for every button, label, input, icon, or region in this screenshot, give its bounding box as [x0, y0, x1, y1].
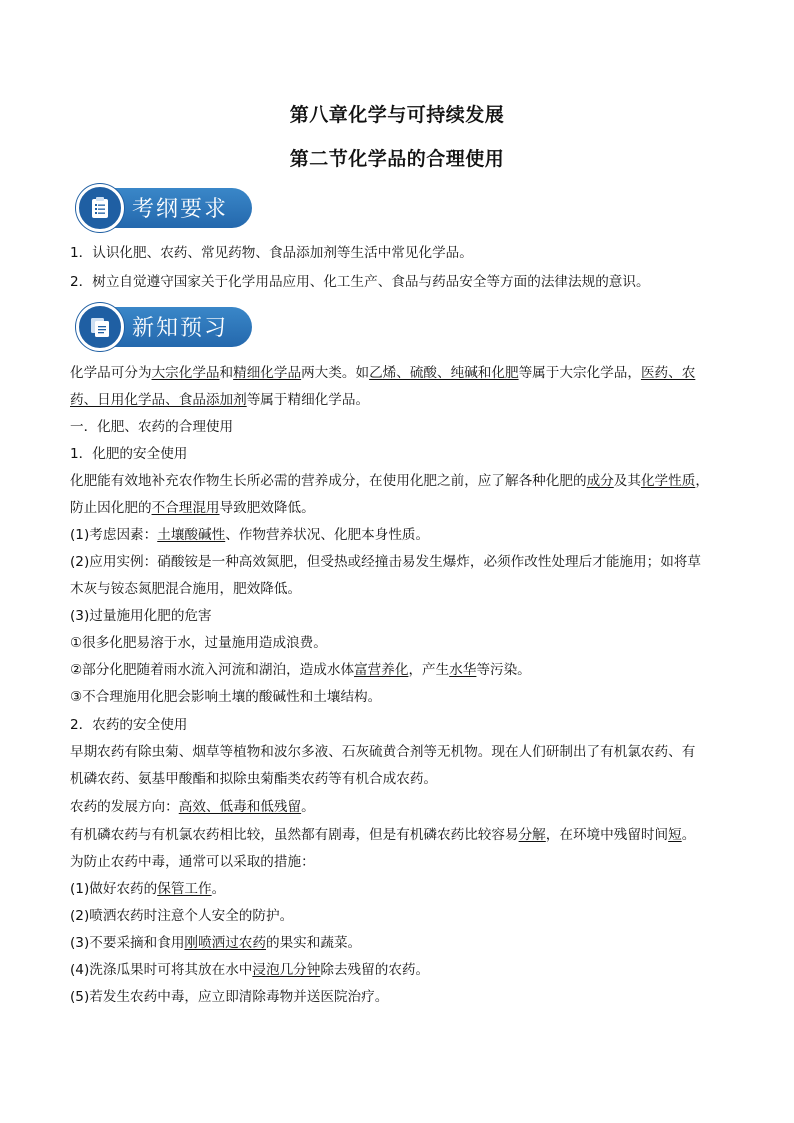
text: (3)不要采摘和食用: [70, 935, 185, 951]
text: 及其: [613, 473, 641, 489]
text: 等属于精细化学品。: [246, 392, 370, 408]
key-term: 医药、农: [640, 365, 696, 381]
measure-3: [70, 934, 730, 952]
documents-stack-icon: [76, 303, 124, 351]
banner-exam-requirements: [76, 184, 252, 232]
clipboard-list-icon: [76, 184, 124, 232]
intro-line-1: [70, 364, 730, 382]
text: 化学品可分为: [70, 365, 152, 381]
key-term: 不合理混用: [151, 500, 220, 516]
text: 和: [219, 365, 234, 381]
text: 。: [681, 827, 696, 843]
text: ，在环境中残留时间: [545, 827, 669, 843]
requirement-2: 2．树立自觉遵守国家关于化学用品应用、化工生产、食品与药品安全等方面的法律法规的意识。: [70, 274, 650, 290]
measure-1: [70, 880, 730, 898]
text: (1)做好农药的: [70, 881, 158, 897]
harm-3: ③不合理施用化肥会影响土壤的酸碱性和土壤结构。: [70, 689, 382, 705]
pesticide-para-line-1: 早期农药有除虫菊、烟草等植物和波尔多液、石灰硫黄合剂等无机物。现在人们研制出了有机氯农药、有: [70, 744, 696, 760]
text: ，产生: [408, 662, 450, 678]
text: 防止因化肥的: [70, 500, 152, 516]
key-term: 化学性质: [640, 473, 696, 489]
key-term: 浸泡几分钟: [252, 962, 321, 978]
key-term: 精细化学品: [233, 365, 302, 381]
text: 。: [301, 799, 315, 815]
prevention-intro: 为防止农药中毒，通常可以采取的措施：: [70, 854, 315, 870]
banner-label: 新知预习: [132, 316, 229, 341]
factor-3: (3)过量施用化肥的危害: [70, 608, 212, 624]
harm-2: [70, 661, 730, 679]
chapter-title: 第八章化学与可持续发展: [289, 104, 505, 126]
text: 等污染。: [476, 662, 531, 678]
text: 两大类。如: [301, 365, 370, 381]
banner-label: 考纲要求: [132, 197, 229, 222]
key-term: 大宗化学品: [151, 365, 220, 381]
factor-1: [70, 526, 730, 544]
fertilizer-para-line-1: [70, 472, 730, 490]
subheading-fertilizer: 1．化肥的安全使用: [70, 446, 188, 462]
key-term: 乙烯、硫酸、纯碱和化肥: [369, 365, 519, 381]
text: (1)考虑因素：: [70, 527, 158, 543]
text: ②部分化肥随着雨水流入河流和湖泊，造成水体: [70, 662, 355, 678]
measure-4: [70, 961, 730, 979]
section-heading-1: 一．化肥、农药的合理使用: [70, 419, 234, 435]
key-term: 保管工作: [157, 881, 212, 897]
requirement-1: 1．认识化肥、农药、常见药物、食品添加剂等生活中常见化学品。: [70, 245, 473, 261]
key-term: 分解: [518, 827, 546, 843]
key-term: 短: [668, 827, 682, 843]
text: 。: [211, 881, 226, 897]
key-term: 富营养化: [354, 662, 409, 678]
factor-2-line-2: 木灰与铵态氮肥混合施用，肥效降低。: [70, 581, 302, 597]
key-term: 水华: [449, 662, 477, 678]
intro-line-2: [70, 391, 730, 409]
comparison: [70, 826, 730, 844]
key-term: 药、日用化学品、食品添加剂: [70, 392, 247, 408]
fertilizer-para-line-2: [70, 499, 730, 517]
measure-5: (5)若发生农药中毒，应立即清除毒物并送医院治疗。: [70, 989, 389, 1005]
section-title: 第二节化学品的合理使用: [289, 148, 505, 170]
text: 等属于大宗化学品，: [518, 365, 641, 381]
text: 、作物营养状况、化肥本身性质。: [225, 527, 430, 543]
text: 除去残留的农药。: [320, 962, 430, 978]
subheading-pesticide: 2．农药的安全使用: [70, 717, 188, 733]
key-term: 刚喷洒过农药: [184, 935, 266, 951]
pesticide-para-line-2: 机磷农药、氨基甲酸酯和拟除虫菊酯类农药等有机合成农药。: [70, 771, 438, 787]
text: 农药的发展方向：: [70, 799, 179, 815]
text: 的果实和蔬菜。: [265, 935, 362, 951]
text: 化肥能有效地补充农作物生长所必需的营养成分，在使用化肥之前，应了解各种化肥的: [70, 473, 587, 489]
factor-2-line-1: (2)应用实例：硝酸铵是一种高效氮肥，但受热或经撞击易发生爆炸，必须作改性处理后才能施用；如将草: [70, 554, 701, 570]
text: ，: [695, 473, 709, 489]
banner-preview: [76, 303, 252, 351]
key-term: 土壤酸碱性: [157, 527, 226, 543]
text: 有机磷农药与有机氯农药相比较，虽然都有剧毒，但是有机磷农药比较容易: [70, 827, 519, 843]
key-term: 成分: [586, 473, 614, 489]
measure-2: (2)喷洒农药时注意个人安全的防护。: [70, 908, 294, 924]
development-direction: [70, 798, 730, 816]
text: (4)洗涤瓜果时可将其放在水中: [70, 962, 253, 978]
key-term: 高效、低毒和低残留: [178, 799, 302, 815]
harm-1: ①很多化肥易溶于水，过量施用造成浪费。: [70, 635, 327, 651]
text: 导致肥效降低。: [219, 500, 315, 516]
